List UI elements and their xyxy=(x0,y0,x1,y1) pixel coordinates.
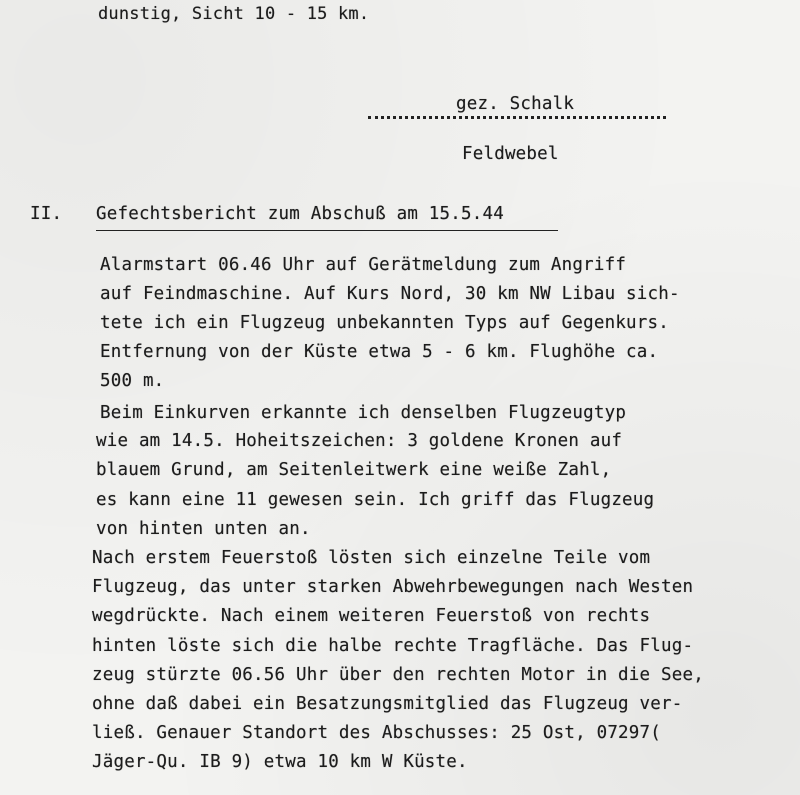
signature-rank: Feldwebel xyxy=(462,144,559,164)
body-line: Alarmstart 06.46 Uhr auf Gerätmeldung zum Angriff xyxy=(100,255,627,275)
body-line: ließ. Genauer Standort des Abschusses: 25 Ost, 07297( xyxy=(92,723,662,743)
body-line: 500 m. xyxy=(100,371,165,391)
body-line: es kann eine 11 gewesen sein. Ich griff das Flugzeug xyxy=(96,490,655,510)
body-line: ohne daß dabei ein Besatzungsmitglied das Flugzeug ver- xyxy=(92,694,683,714)
section-heading-underline xyxy=(96,230,558,231)
section-heading: Gefechtsbericht zum Abschuß am 15.5.44 xyxy=(96,204,504,224)
body-line: Flugzeug, das unter starken Abwehrbewegungen nach Westen xyxy=(92,577,694,597)
body-line: Entfernung von der Küste etwa 5 - 6 km. Flughöhe ca. xyxy=(100,342,659,362)
body-line: blauem Grund, am Seitenleitwerk eine weiße Zahl, xyxy=(96,460,612,480)
body-line: wegdrückte. Nach einem weiteren Feuerstoß von rechts xyxy=(92,606,651,626)
body-line: Jäger-Qu. IB 9) etwa 10 km W Küste. xyxy=(92,752,468,772)
body-line: wie am 14.5. Hoheitszeichen: 3 goldene Kronen auf xyxy=(96,431,623,451)
body-line: auf Feindmaschine. Auf Kurs Nord, 30 km NW Libau sich- xyxy=(100,284,680,304)
top-line: dunstig, Sicht 10 - 15 km. xyxy=(98,4,370,24)
section-number: II. xyxy=(30,204,63,224)
body-line: zeug stürzte 06.56 Uhr über den rechten Motor in die See, xyxy=(92,665,704,685)
body-line: hinten löste sich die halbe rechte Tragfläche. Das Flug- xyxy=(92,636,694,656)
body-line: Nach erstem Feuerstoß lösten sich einzelne Teile vom xyxy=(92,548,651,568)
body-line: Beim Einkurven erkannte ich denselben Flugzeugtyp xyxy=(100,403,627,423)
body-line: tete ich ein Flugzeug unbekannten Typs auf Gegenkurs. xyxy=(100,313,670,333)
body-line: von hinten unten an. xyxy=(96,519,311,539)
signature-dotted-line xyxy=(368,116,666,119)
signature-name: gez. Schalk xyxy=(456,94,575,114)
